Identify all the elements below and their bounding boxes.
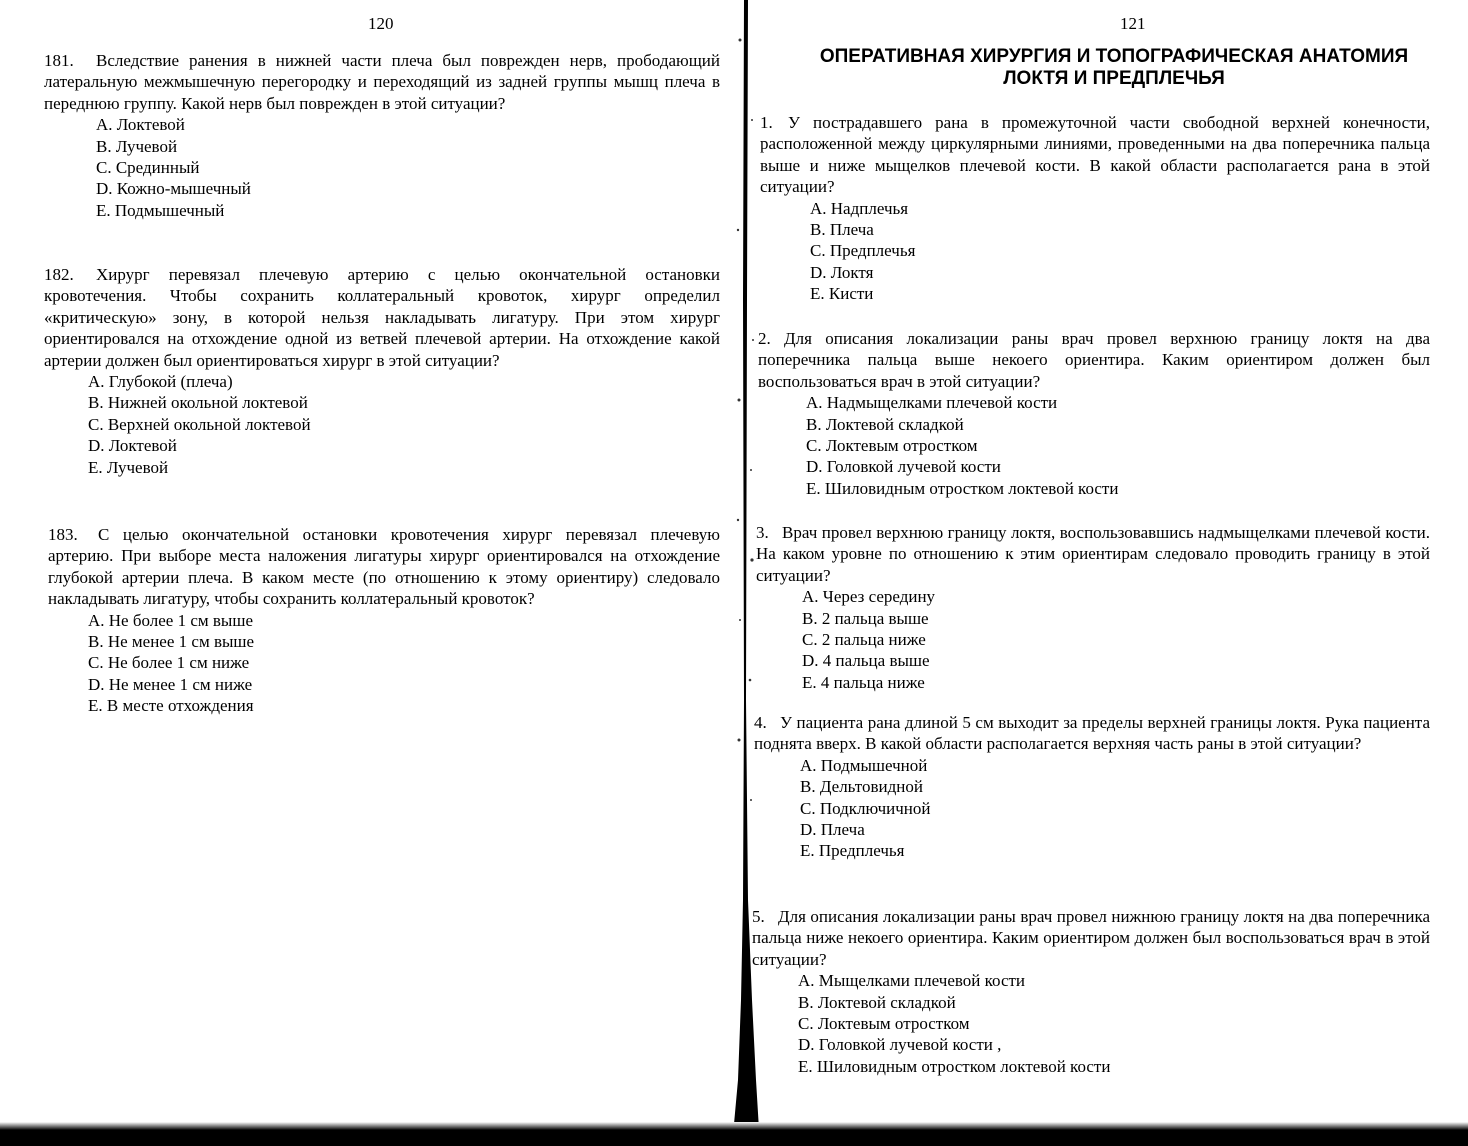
answer-option: C. Локтевым отростком [806, 436, 978, 455]
answer-option: A. Локтевой [96, 115, 185, 135]
answer-options [800, 755, 1430, 862]
answer-option: C. Верхней окольной локтевой [88, 414, 311, 434]
question-stem-block [48, 524, 720, 610]
answer-option: A. Надплечья [810, 198, 909, 218]
answer-option: E. В месте отхождения [88, 696, 254, 716]
right-page [740, 0, 1468, 1146]
question-text: Для описания локализации раны врач провел нижнюю границу локтя на два поперечника пальца ниже некоего ориентира. Каким ориентиром должен был воспользоваться врач в этой ситуации? [752, 907, 1430, 969]
question-2 [758, 328, 1430, 499]
answer-option: D. Головкой лучевой кости , [798, 1035, 1002, 1055]
answer-option: E. Шиловидным отростком локтевой кости [798, 1056, 1111, 1076]
question-text: Хирург перевязал плечевую артерию с целью окончательной остановки кровотечения. Чтобы сохранить коллатеральный кровоток, хирург определил «критическую» зону, в которой нельзя накладывать лигатуру. При этом хирург ориентировался на отхождение одной из ветвей плечевой артерии. На отхождение какой артерии должен был ориентироваться хирург в этой ситуации? [44, 265, 720, 370]
question-stem-block [752, 906, 1430, 970]
question-text: Врач провел верхнюю границу локтя, воспользовавшись надмыщелками плечевой кости. На каком уровне по отношению к этим ориентирам следовало проводить границу в этой ситуации? [756, 523, 1430, 585]
question-stem-block [44, 264, 720, 371]
answer-option: C. Не более 1 см ниже [88, 653, 250, 673]
answer-option: E. Шиловидным отростком локтевой кости [806, 478, 1119, 498]
question-stem-block [760, 112, 1430, 198]
question-stem-block [754, 712, 1430, 755]
answer-options [88, 371, 720, 478]
answer-option: B. 2 пальца выше [802, 608, 929, 628]
question-1 [760, 112, 1430, 305]
answer-option: D. Не менее 1 см ниже [88, 674, 253, 694]
question-number: 181. [44, 51, 74, 70]
answer-option: D. Плеча [800, 819, 865, 839]
answer-option: D. Локтевой [88, 436, 177, 456]
answer-option: B. Нижней окольной локтевой [88, 393, 308, 413]
question-5 [752, 906, 1430, 1077]
answer-options [802, 586, 1430, 693]
question-number: 5. [752, 907, 765, 926]
answer-options [96, 114, 720, 221]
answer-option: C. Предплечья [810, 241, 916, 261]
answer-option: B. Не менее 1 см выше [88, 632, 255, 652]
answer-option: A. Через середину [802, 587, 936, 607]
answer-options [806, 392, 1430, 499]
question-text: У пострадавшего рана в промежуточной части свободной верхней конечности, расположенной между циркулярными линиями, проведенными на два поперечника пальца выше и ниже мыщелков плечевой кости. В какой области располагается рана в этой ситуации? [760, 113, 1430, 197]
answer-option: B. Локтевой складкой [806, 414, 964, 434]
answer-option: A. Глубокой (плеча) [88, 372, 233, 392]
question-182 [44, 264, 720, 478]
answer-option: E. 4 пальца ниже [802, 672, 925, 692]
page-number: 121 [1120, 14, 1146, 33]
answer-option: C. 2 пальца ниже [802, 630, 926, 649]
section-heading [780, 46, 1448, 90]
answer-option: D. Локтя [810, 262, 874, 282]
page-number: 120 [368, 14, 394, 33]
answer-option: D. Кожно-мышечный [96, 179, 251, 199]
question-183 [48, 524, 720, 717]
question-stem-block [758, 328, 1430, 392]
answer-option: E. Кисти [810, 284, 874, 304]
answer-options [798, 970, 1430, 1077]
answer-option: B. Плеча [810, 220, 874, 240]
question-3 [756, 522, 1430, 693]
scan-bottom-edge [0, 1130, 1468, 1146]
answer-option: C. Срединный [96, 158, 200, 177]
answer-option: D. Головкой лучевой кости [806, 457, 1001, 477]
answer-option: B. Лучевой [96, 136, 178, 156]
heading-line: ЛОКТЯ И ПРЕДПЛЕЧЬЯ [1003, 68, 1225, 89]
question-text: С целью окончательной остановки кровотечения хирург перевязал плечевую артерию. При выборе места наложения лигатуры хирург ориентировался на отхождение глубокой артерии плеча. В каком месте (по отношению к этому ориентиру) следовало накладывать лигатуру, чтобы сохранить коллатеральный кровоток? [48, 525, 720, 609]
question-stem-block [44, 50, 720, 114]
question-text: Для описания локализации раны врач провел верхнюю границу локтя на два поперечника пальца выше некоего ориентира. Каким ориентиром должен был воспользоваться врач в этой ситуации? [758, 329, 1430, 391]
answer-options [810, 198, 1430, 305]
answer-option: A. Не более 1 см выше [88, 610, 253, 630]
answer-option: E. Предплечья [800, 841, 905, 861]
question-4 [754, 712, 1430, 862]
answer-options [88, 610, 720, 717]
answer-option: E. Подмышечный [96, 200, 225, 220]
answer-option: C. Подключичной [800, 798, 931, 818]
question-number: 183. [48, 525, 78, 544]
answer-option: B. Дельтовидной [800, 777, 923, 797]
question-stem-block [756, 522, 1430, 586]
scan-bottom-fade [0, 1122, 1468, 1130]
answer-option: A. Надмыщелками плечевой кости [806, 393, 1058, 413]
answer-option: E. Лучевой [88, 457, 169, 477]
question-number: 2. [758, 329, 771, 348]
answer-option: A. Подмышечной [800, 755, 928, 775]
answer-option: C. Локтевым отростком [798, 1014, 970, 1033]
heading-line: ОПЕРАТИВНАЯ ХИРУРГИЯ И ТОПОГРАФИЧЕСКАЯ АНАТОМИЯ [819, 46, 1409, 67]
question-text: У пациента рана длиной 5 см выходит за пределы верхней границы локтя. Рука пациента поднята вверх. В какой области располагается верхняя часть раны в этой ситуации? [754, 713, 1430, 754]
question-number: 1. [760, 113, 773, 132]
answer-option: B. Локтевой складкой [798, 992, 956, 1012]
answer-option: D. 4 пальца выше [802, 651, 930, 671]
question-number: 182. [44, 265, 74, 284]
question-number: 4. [754, 713, 767, 732]
question-text: Вследствие ранения в нижней части плеча был поврежден нерв, прободающий латеральную межмышечную перегородку и переходящий из задней группы мышц плеча в переднюю группу. Какой нерв был поврежден в этой ситуации? [44, 51, 720, 113]
answer-option: A. Мыщелками плечевой кости [798, 971, 1026, 991]
question-181 [44, 50, 720, 221]
question-number: 3. [756, 523, 769, 542]
